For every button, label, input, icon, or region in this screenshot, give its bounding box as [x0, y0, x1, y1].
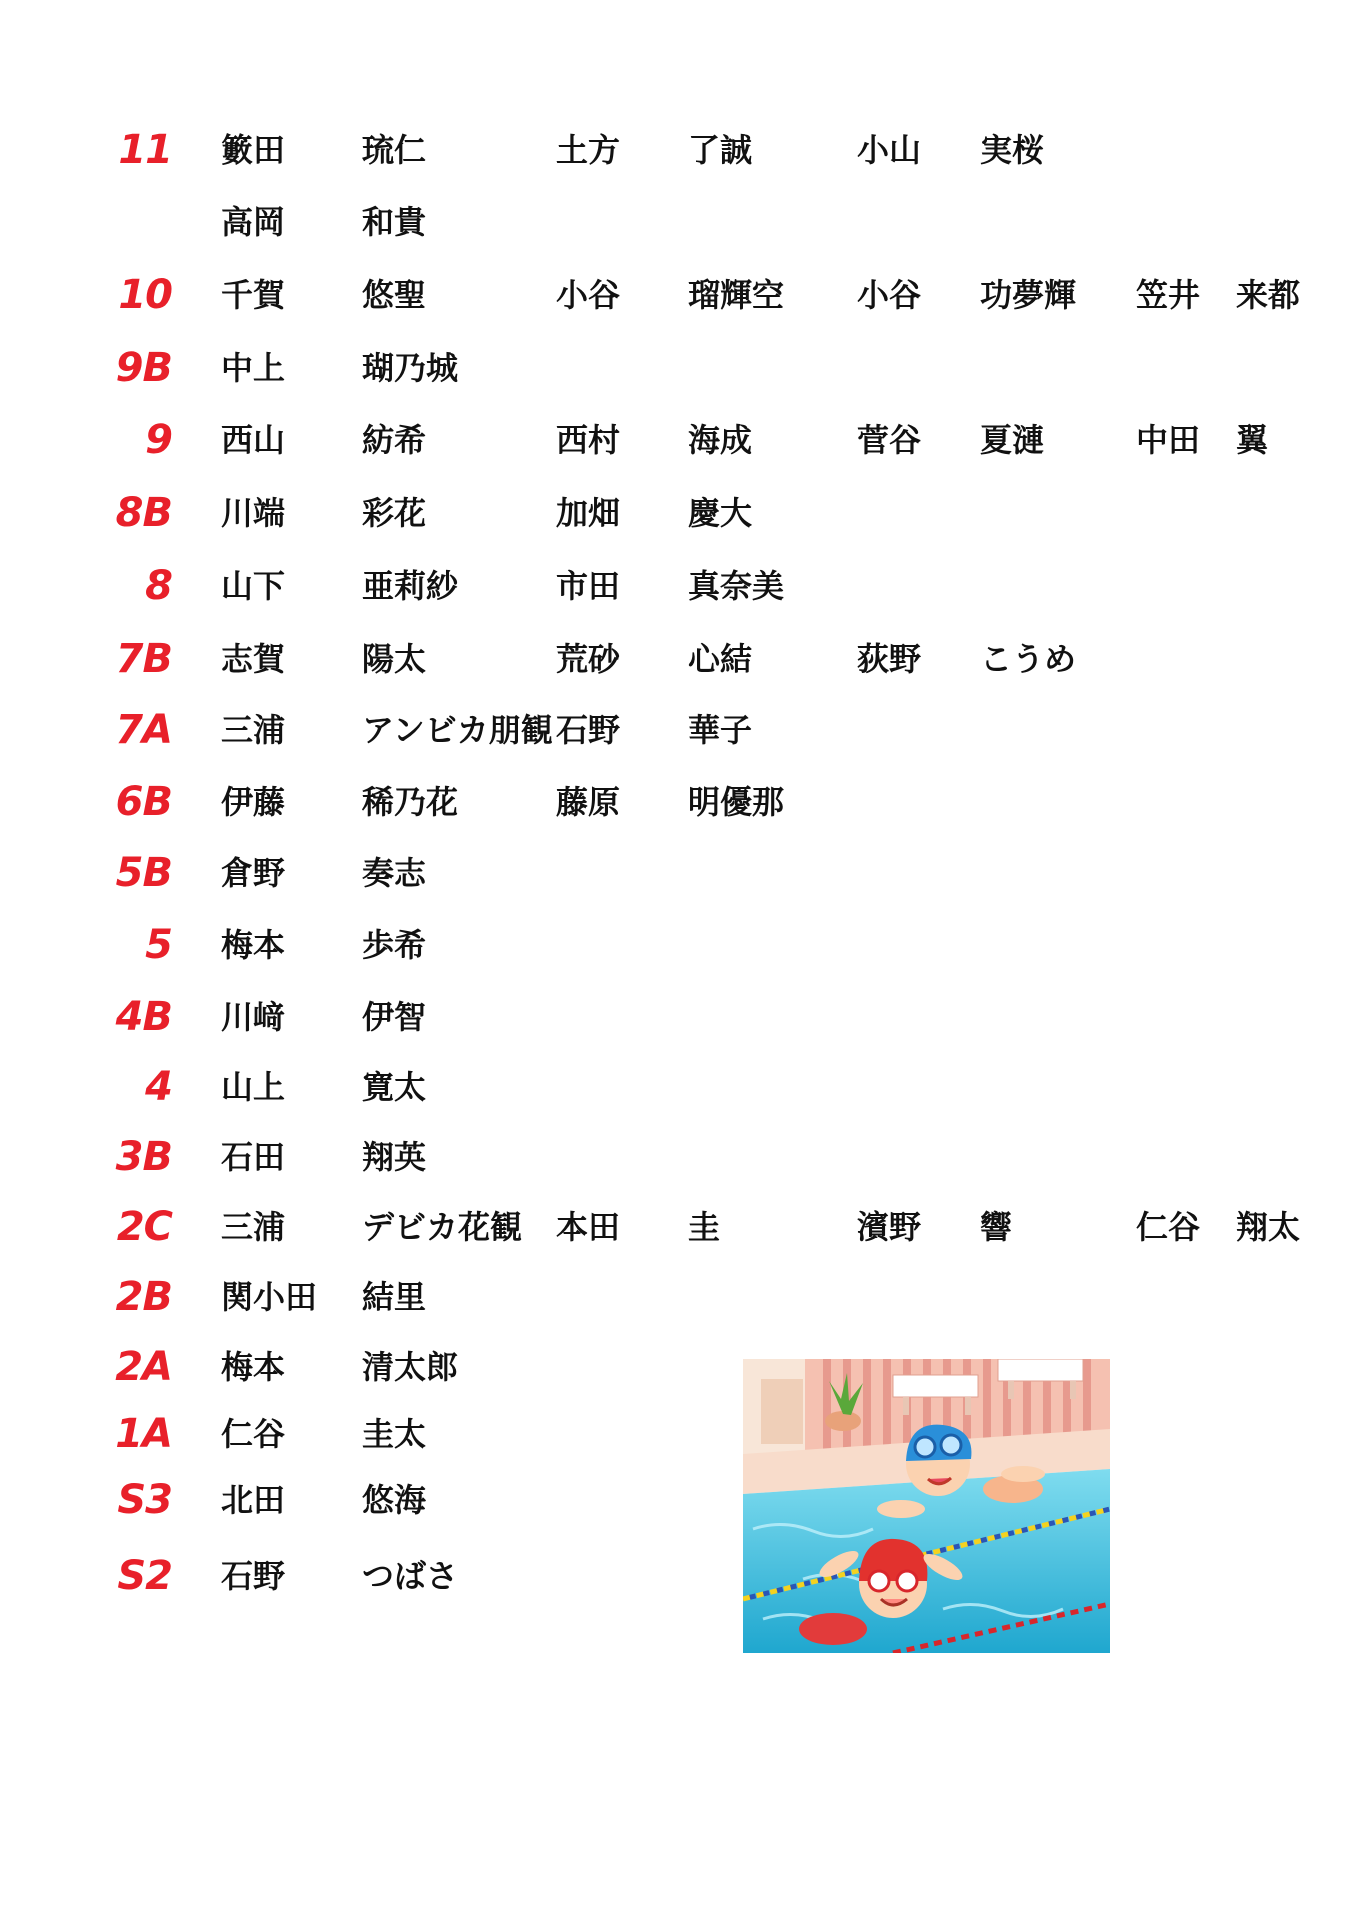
family-name: 石田: [221, 1138, 286, 1176]
result-row: [0, 192, 1356, 252]
family-name: 梅本: [221, 926, 286, 964]
family-name: 石野: [221, 1557, 286, 1595]
family-name: 川﨑: [221, 998, 286, 1036]
grade-label: 9B: [115, 345, 172, 391]
result-row: [0, 338, 1356, 398]
family-name: 荻野: [857, 640, 922, 678]
family-name: 小谷: [556, 276, 621, 314]
given-name: 翔太: [1236, 1208, 1301, 1246]
given-name: 清太郎: [362, 1348, 459, 1386]
family-name: 本田: [556, 1208, 621, 1246]
given-name: 琉仁: [362, 131, 427, 169]
given-name: 翔英: [362, 1138, 427, 1176]
result-row: [0, 1267, 1356, 1327]
family-name: 藤原: [556, 783, 621, 821]
family-name: 土方: [556, 131, 621, 169]
family-name: 小山: [857, 131, 922, 169]
result-row: [0, 1127, 1356, 1187]
family-name: 川端: [221, 494, 286, 532]
given-name: 和貴: [362, 203, 427, 241]
given-name: 心結: [688, 640, 753, 678]
result-row: [0, 556, 1356, 616]
given-name: 陽太: [362, 640, 427, 678]
family-name: 仁谷: [221, 1415, 286, 1453]
given-name: 寛太: [362, 1068, 427, 1106]
family-name: 山上: [221, 1068, 286, 1106]
family-name: 加畑: [556, 494, 621, 532]
family-name: 仁谷: [1136, 1208, 1201, 1246]
given-name: 慶大: [688, 494, 753, 532]
family-name: 高岡: [221, 203, 286, 241]
grade-label: 9: [145, 417, 172, 463]
family-name: 関小田: [221, 1278, 318, 1316]
family-name: 籔田: [221, 131, 286, 169]
given-name: デビカ花観: [362, 1208, 523, 1246]
given-name: 悠海: [362, 1481, 427, 1519]
grade-label: S2: [117, 1553, 172, 1599]
family-name: 倉野: [221, 854, 286, 892]
grade-label: 5: [145, 922, 172, 968]
result-row: [0, 843, 1356, 903]
grade-label: 2A: [115, 1344, 172, 1390]
grade-label: 7B: [115, 636, 172, 682]
given-name: 来都: [1236, 276, 1301, 314]
given-name: こうめ: [980, 640, 1077, 678]
result-row: [0, 700, 1356, 760]
family-name: 小谷: [857, 276, 922, 314]
given-name: 彩花: [362, 494, 427, 532]
family-name: 菅谷: [857, 421, 922, 459]
result-row: [0, 987, 1356, 1047]
grade-label: 2B: [115, 1274, 172, 1320]
given-name: アンビカ朋観: [362, 711, 553, 749]
family-name: 荒砂: [556, 640, 621, 678]
given-name: 奏志: [362, 854, 427, 892]
grade-label: 3B: [115, 1134, 172, 1180]
swimming-kids-illustration: [743, 1359, 1110, 1653]
given-name: 真奈美: [688, 567, 785, 605]
family-name: 中田: [1136, 421, 1201, 459]
given-name: 歩希: [362, 926, 427, 964]
result-row: [0, 772, 1356, 832]
given-name: 伊智: [362, 998, 427, 1036]
family-name: 千賀: [221, 276, 286, 314]
given-name: 海成: [688, 421, 753, 459]
given-name: 悠聖: [362, 276, 427, 314]
result-row: [0, 410, 1356, 470]
grade-label: S3: [117, 1477, 172, 1523]
family-name: 濱野: [857, 1208, 922, 1246]
result-row: [0, 1404, 1356, 1464]
given-name: 了誠: [688, 131, 753, 169]
family-name: 志賀: [221, 640, 286, 678]
result-row: [0, 1337, 1356, 1397]
family-name: 伊藤: [221, 783, 286, 821]
grade-label: 5B: [115, 850, 172, 896]
given-name: 稀乃花: [362, 783, 459, 821]
grade-label: 2C: [116, 1204, 172, 1250]
given-name: 華子: [688, 711, 753, 749]
family-name: 西山: [221, 421, 286, 459]
given-name: 亜莉紗: [362, 567, 459, 605]
result-row: [0, 483, 1356, 543]
given-name: 実桜: [980, 131, 1045, 169]
grade-label: 11: [118, 127, 172, 173]
given-name: 圭太: [362, 1415, 427, 1453]
grade-label: 8B: [115, 490, 172, 536]
family-name: 北田: [221, 1481, 286, 1519]
result-row: [0, 915, 1356, 975]
grade-label: 1A: [115, 1411, 172, 1457]
result-row: [0, 1470, 1356, 1530]
given-name: 結里: [362, 1278, 427, 1316]
family-name: 梅本: [221, 1348, 286, 1386]
family-name: 山下: [221, 567, 286, 605]
given-name: 功夢輝: [980, 276, 1077, 314]
given-name: 紡希: [362, 421, 427, 459]
pool-illustration-svg: [743, 1359, 1110, 1653]
given-name: 翼: [1236, 421, 1269, 459]
given-name: 夏漣: [980, 421, 1045, 459]
grade-label: 8: [145, 563, 172, 609]
family-name: 笠井: [1136, 276, 1201, 314]
family-name: 西村: [556, 421, 621, 459]
family-name: 石野: [556, 711, 621, 749]
result-row: [0, 120, 1356, 180]
grade-label: 10: [118, 272, 172, 318]
family-name: 三浦: [221, 711, 286, 749]
result-row: [0, 1197, 1356, 1257]
grade-label: 7A: [115, 707, 172, 753]
grade-label: 4: [145, 1064, 172, 1110]
given-name: 瑠輝空: [688, 276, 785, 314]
family-name: 中上: [221, 349, 286, 387]
given-name: 瑚乃城: [362, 349, 459, 387]
given-name: 明優那: [688, 783, 785, 821]
result-row: [0, 1546, 1356, 1606]
result-row: [0, 265, 1356, 325]
given-name: 響: [980, 1208, 1013, 1246]
given-name: 圭: [688, 1208, 721, 1246]
given-name: つばさ: [362, 1557, 459, 1595]
result-row: [0, 1057, 1356, 1117]
family-name: 三浦: [221, 1208, 286, 1246]
family-name: 市田: [556, 567, 621, 605]
grade-label: 4B: [115, 994, 172, 1040]
grade-label: 6B: [115, 779, 172, 825]
result-row: [0, 629, 1356, 689]
